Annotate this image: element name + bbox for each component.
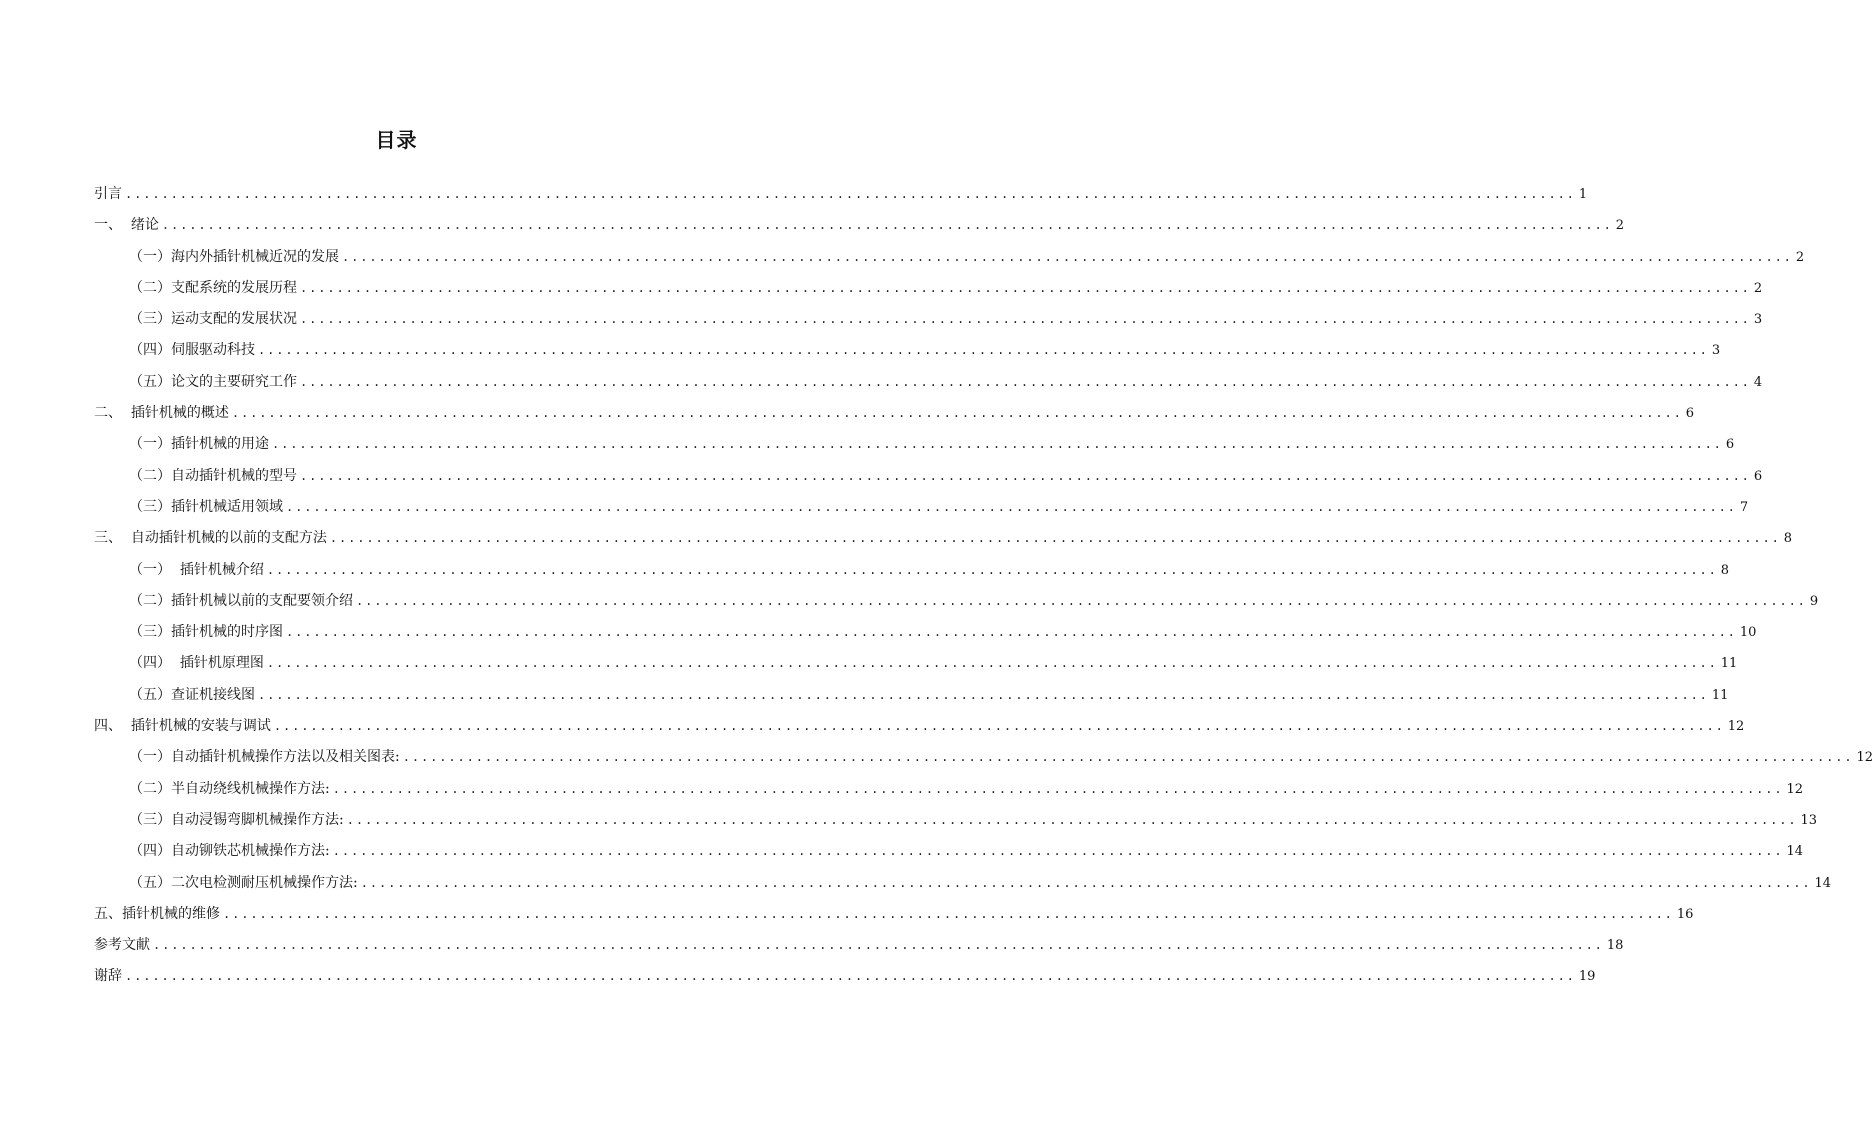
toc-page-number: 3 xyxy=(1711,343,1721,359)
toc-page-number: 9 xyxy=(1809,593,1819,609)
toc-dot-leader: ............................................................................................................................................................... xyxy=(272,437,1723,452)
toc-entry-title: 四、 插针机械的安装与调试 xyxy=(94,718,271,735)
toc-dot-leader: ............................................................................................................................................................... xyxy=(266,656,1718,671)
toc-dot-leader: ............................................................................................................................................................... xyxy=(286,499,1737,514)
toc-entry-title: （五）二次电检测耐压机械操作方法: xyxy=(129,874,358,891)
toc-entry-title: 三、 自动插针机械的以前的支配方法 xyxy=(94,530,327,547)
toc-entry[interactable] xyxy=(94,682,1729,713)
toc-page-number: 13 xyxy=(1800,812,1818,828)
toc-entry-title: （四）自动铆铁芯机械操作方法: xyxy=(129,843,330,860)
toc-entry[interactable] xyxy=(94,463,1763,494)
toc-page-number: 6 xyxy=(1685,406,1694,422)
toc-dot-leader: ............................................................................................................................................................... xyxy=(153,938,1604,953)
toc-entry-title: （二）自动插针机械的型号 xyxy=(129,467,297,484)
toc-page-number: 12 xyxy=(1727,719,1745,735)
toc-entry[interactable] xyxy=(94,244,1805,275)
toc-entry[interactable] xyxy=(94,525,1792,556)
toc-page-number: 7 xyxy=(1739,499,1749,515)
toc-entry[interactable] xyxy=(94,870,1832,901)
toc-entry-title: （四） 插针机原理图 xyxy=(129,655,264,672)
toc-entry-title: （三）插针机械的时序图 xyxy=(129,624,283,641)
toc-entry-title: 二、 插针机械的概述 xyxy=(94,405,229,422)
toc-entry-title: 引言 xyxy=(94,186,122,202)
toc-entry[interactable] xyxy=(94,337,1721,368)
toc-dot-leader: ............................................................................................................................................................... xyxy=(402,750,1854,765)
toc-entry-title: （二）插针机械以前的支配要领介绍 xyxy=(129,592,353,609)
toc-entry-title: 参考文献 xyxy=(94,937,150,954)
toc-entry[interactable] xyxy=(94,588,1819,619)
toc-entry[interactable] xyxy=(94,776,1804,807)
toc-dot-leader: ............................................................................................................................................................... xyxy=(300,468,1751,483)
toc-entry-title: 谢辞 xyxy=(94,968,122,985)
toc-entry[interactable] xyxy=(94,212,1624,243)
toc-page-number: 10 xyxy=(1739,625,1757,641)
toc-dot-leader: ............................................................................................................................................................... xyxy=(231,406,1683,421)
toc-entry[interactable] xyxy=(94,431,1735,462)
toc-dot-leader: ............................................................................................................................................................... xyxy=(258,687,1709,702)
toc-entry-title: （一）自动插针机械操作方法以及相关图表: xyxy=(129,749,400,766)
toc-dot-leader: ............................................................................................................................................................... xyxy=(300,374,1751,389)
toc-page-number: 4 xyxy=(1753,374,1763,390)
toc-page-number: 14 xyxy=(1814,875,1832,891)
toc-page-number: 6 xyxy=(1753,468,1763,484)
toc-entry[interactable] xyxy=(94,369,1763,400)
toc-dot-leader: ............................................................................................................................................................... xyxy=(273,719,1725,734)
toc-entry-title: （五）查证机接线图 xyxy=(129,686,255,703)
page-title: 目录 xyxy=(375,128,418,152)
toc-page-number: 3 xyxy=(1753,312,1763,328)
toc-dot-leader: ............................................................................................................................................................... xyxy=(332,781,1784,796)
toc-entry[interactable] xyxy=(94,494,1749,525)
toc-entry-title: （一）插针机械的用途 xyxy=(129,436,269,453)
toc-entry[interactable] xyxy=(94,650,1738,681)
toc-entry-title: （三）自动浸锡弯脚机械操作方法: xyxy=(129,811,344,828)
toc-entry-title: （一） 插针机械介绍 xyxy=(129,561,264,578)
toc-entry[interactable] xyxy=(94,275,1763,306)
toc-dot-leader: ............................................................................................................................................................... xyxy=(342,249,1793,264)
toc-dot-leader: ............................................................................................................................................................... xyxy=(223,906,1674,921)
toc-entry-title: （三）插针机械适用领域 xyxy=(129,498,283,515)
toc-entry[interactable] xyxy=(94,932,1624,963)
toc-page-number: 14 xyxy=(1786,844,1804,860)
toc-page-number: 8 xyxy=(1720,562,1729,578)
toc-entry-title: （二）半自动绕线机械操作方法: xyxy=(129,780,330,797)
toc-page-number: 12 xyxy=(1786,781,1804,797)
toc-dot-leader: ............................................................................................................................................................... xyxy=(332,844,1784,859)
toc-entry[interactable] xyxy=(94,744,1873,775)
toc-page-number: 12 xyxy=(1856,750,1873,766)
toc-entry-title: （五）论文的主要研究工作 xyxy=(129,373,297,390)
table-of-contents xyxy=(94,181,1873,995)
toc-page-number: 11 xyxy=(1720,656,1738,672)
toc-dot-leader: ............................................................................................................................................................... xyxy=(346,812,1798,827)
toc-page-number: 19 xyxy=(1578,969,1596,985)
toc-entry[interactable] xyxy=(94,181,1588,212)
toc-entry-title: （一）海内外插针机械近况的发展 xyxy=(129,248,339,265)
toc-entry[interactable] xyxy=(94,713,1745,744)
toc-page-number: 16 xyxy=(1676,906,1694,922)
toc-entry[interactable] xyxy=(94,400,1694,431)
toc-entry[interactable] xyxy=(94,963,1596,994)
toc-page-number: 2 xyxy=(1615,218,1624,234)
toc-dot-leader: ............................................................................................................................................................... xyxy=(356,593,1807,608)
toc-entry[interactable] xyxy=(94,838,1804,869)
toc-dot-leader: ............................................................................................................................................................... xyxy=(258,343,1709,358)
toc-entry-title: （二）支配系统的发展历程 xyxy=(129,279,297,296)
toc-dot-leader: ............................................................................................................................................................... xyxy=(300,312,1751,327)
toc-dot-leader: ............................................................................................................................................................... xyxy=(125,187,1576,201)
toc-page-number: 1 xyxy=(1578,187,1588,202)
toc-entry[interactable] xyxy=(94,557,1729,588)
toc-page-number: 2 xyxy=(1753,280,1763,296)
toc-page-number: 18 xyxy=(1606,938,1624,954)
toc-dot-leader: ............................................................................................................................................................... xyxy=(329,531,1781,546)
toc-dot-leader: ............................................................................................................................................................... xyxy=(125,969,1576,984)
toc-entry[interactable] xyxy=(94,807,1818,838)
toc-page-number: 11 xyxy=(1711,687,1729,703)
toc-dot-leader: ............................................................................................................................................................... xyxy=(286,625,1737,640)
toc-dot-leader: ............................................................................................................................................................... xyxy=(161,218,1613,233)
toc-entry[interactable] xyxy=(94,901,1694,932)
toc-entry-title: （三）运动支配的发展状况 xyxy=(129,311,297,328)
toc-dot-leader: ............................................................................................................................................................... xyxy=(300,280,1751,295)
toc-entry-title: 五、插针机械的维修 xyxy=(94,905,220,922)
toc-page-number: 6 xyxy=(1725,437,1735,453)
toc-page-number: 8 xyxy=(1783,531,1792,547)
toc-entry[interactable] xyxy=(94,306,1763,337)
toc-page-number: 2 xyxy=(1795,249,1805,265)
toc-dot-leader: ............................................................................................................................................................... xyxy=(360,875,1812,890)
toc-entry-title: （四）伺服驱动科技 xyxy=(129,342,255,359)
toc-entry[interactable] xyxy=(94,619,1757,650)
toc-dot-leader: ............................................................................................................................................................... xyxy=(266,562,1718,577)
toc-entry-title: 一、 绪论 xyxy=(94,217,159,234)
